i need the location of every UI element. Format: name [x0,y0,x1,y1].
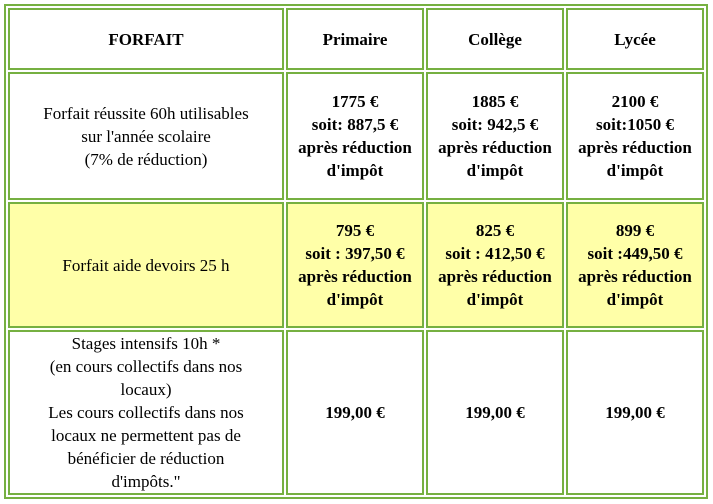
price-college [426,202,564,328]
price-line: 825 € [475,221,515,240]
price-line: d'impôt [326,161,384,180]
label-line: d'impôts." [111,472,181,491]
price-lycee [566,72,704,200]
price-line: 1775 € [331,92,379,111]
price-line: d'impôt [606,290,664,309]
price-line: après réduction [438,267,552,286]
price-line: soit: 887,5 € [311,115,399,134]
header-primaire: Primaire [286,8,424,70]
price-line: soit : 412,50 € [445,244,545,263]
price-line: 2100 € [611,92,659,111]
price-lycee [566,202,704,328]
price-line: d'impôt [606,161,664,180]
price-line: après réduction [578,267,692,286]
forfait-label [8,330,284,495]
price-line: 1885 € [471,92,519,111]
label-line: bénéficier de réduction [67,449,225,468]
label-line: sur l'année scolaire [81,126,211,146]
price-college [426,330,564,495]
price-line: d'impôt [466,290,524,309]
header-college: Collège [426,8,564,70]
price-line: 199,00 € [605,403,665,422]
price-primaire [286,72,424,200]
price-college [426,72,564,200]
price-line: soit: 942,5 € [451,115,539,134]
label-line: Forfait réussite 60h utilisables [43,103,249,123]
price-line: 199,00 € [465,403,525,422]
pricing-table [4,4,708,499]
label-line: (7% de réduction) [84,149,208,169]
price-line: 899 € [615,221,655,240]
price-line: soit :449,50 € [587,244,683,263]
price-line: après réduction [578,138,692,157]
price-primaire [286,330,424,495]
price-lycee [566,330,704,495]
price-line: après réduction [438,138,552,157]
price-line: après réduction [298,138,412,157]
forfait-label [8,72,284,200]
label-line: Les cours collectifs dans nos [48,403,244,422]
forfait-label [8,202,284,328]
header-row [8,8,704,70]
header-lycee: Lycée [566,8,704,70]
price-line: soit:1050 € [596,115,674,134]
table-row [8,330,704,495]
label-line: locaux) [120,380,172,399]
label-line: Forfait aide devoirs 25 h [62,255,230,275]
table-row [8,202,704,328]
price-line: soit : 397,50 € [305,244,405,263]
price-line: après réduction [298,267,412,286]
label-line: (en cours collectifs dans nos [49,357,243,376]
label-line: locaux ne permettent pas de [51,426,241,445]
price-line: d'impôt [466,161,524,180]
price-primaire [286,202,424,328]
label-line: Stages intensifs 10h * [71,334,221,353]
header-forfait: FORFAIT [8,8,284,70]
price-line: d'impôt [326,290,384,309]
table-row [8,72,704,200]
price-line: 795 € [335,221,375,240]
price-line: 199,00 € [325,403,385,422]
